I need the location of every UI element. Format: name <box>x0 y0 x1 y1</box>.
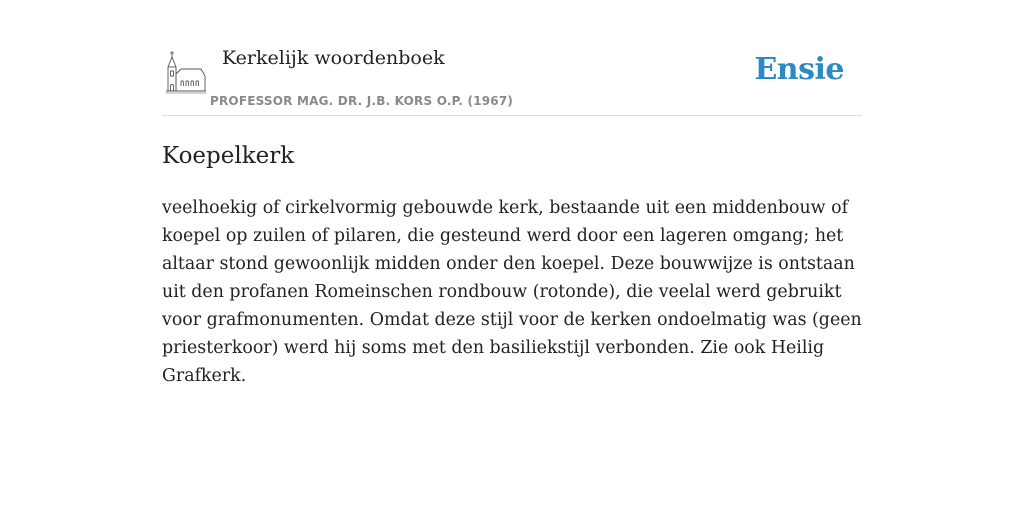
church-icon[interactable] <box>165 50 207 94</box>
content-container <box>162 0 862 390</box>
dictionary-author: PROFESSOR MAG. DR. J.B. KORS O.P. (1967) <box>210 94 514 108</box>
entry-title: Koepelkerk <box>162 143 295 169</box>
header <box>162 0 862 116</box>
entry-definition: veelhoekig of cirkelvormig gebouwde kerk, bestaande uit een middenbouw of koepel op zuilen of pilaren, die gesteund werd door een lageren omgang; het altaar stond gewoonlijk midden onder den koepel. Deze bouwwijze is ontstaan uit den profanen Romeinschen rondbouw (rotonde), die veelal werd gebruikt voor grafmonumenten. Omdat deze stijl voor de kerken ondoelmatig was (geen priesterkoor) werd hij soms met den basiliekstijl verbonden. Zie ook Heilig Grafkerk. <box>162 198 862 386</box>
brand-logo[interactable]: Ensie <box>754 52 844 87</box>
dictionary-title[interactable]: Kerkelijk woordenboek <box>222 47 445 69</box>
